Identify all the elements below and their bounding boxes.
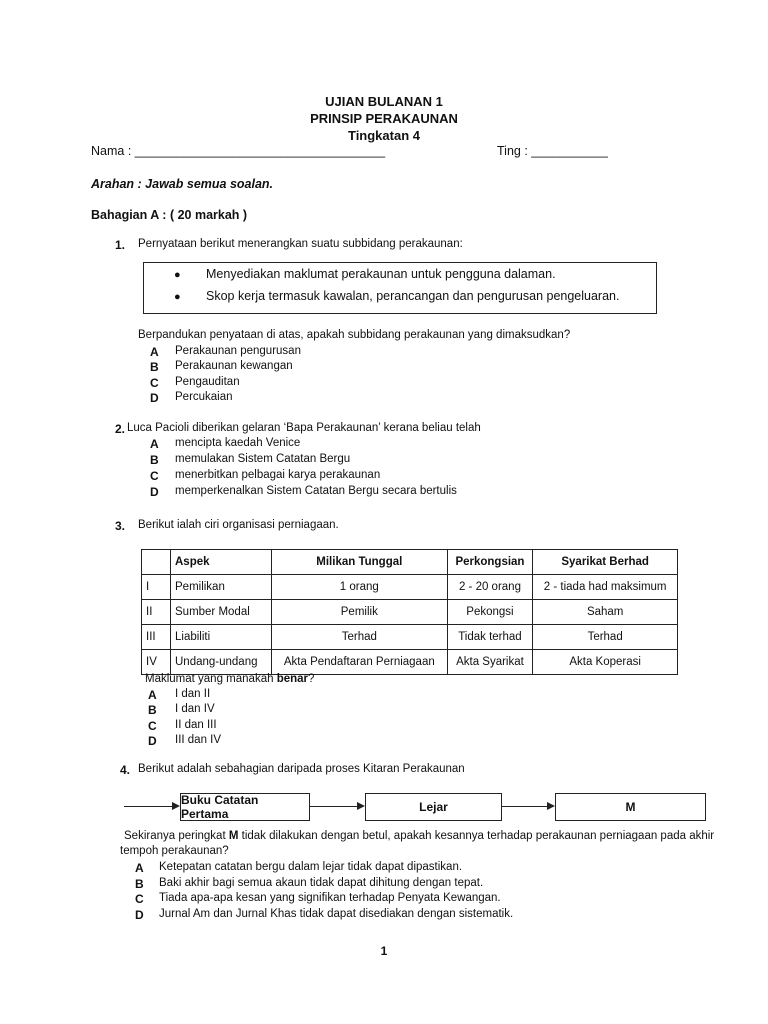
q2-option-b-letter: B (150, 453, 159, 467)
table-cell: II (142, 600, 171, 625)
table-row (142, 575, 678, 600)
nama-blank: ____________________________________ (134, 144, 386, 158)
q2-option-d-letter: D (150, 485, 159, 499)
ting-blank: ___________ (531, 144, 608, 158)
q3-option-a-letter: A (148, 688, 157, 702)
form-level: Tingkatan 4 (347, 128, 420, 143)
q3-option-a: I dan II (175, 688, 211, 700)
table-header: Perkongsian (447, 550, 533, 575)
table-cell: Akta Syarikat (447, 650, 533, 675)
table-row (142, 650, 678, 675)
section-heading: Bahagian A : ( 20 markah ) (91, 208, 248, 222)
q3-number: 3. (115, 519, 126, 533)
ting-field (497, 144, 608, 158)
q1-option-a: Perakaunan pengurusan (175, 345, 301, 357)
table-header: Syarikat Berhad (533, 550, 678, 575)
table-cell: Terhad (533, 625, 678, 650)
table-cell: Pemilikan (171, 575, 272, 600)
table-cell: Akta Pendaftaran Perniagaan (272, 650, 448, 675)
table-cell: Pekongsi (447, 600, 533, 625)
table-cell: Liabiliti (171, 625, 272, 650)
table-cell: Sumber Modal (171, 600, 272, 625)
table-cell: Undang-undang (171, 650, 272, 675)
q1-option-b-letter: B (150, 360, 159, 374)
table-cell: Tidak terhad (447, 625, 533, 650)
q4-question (124, 830, 714, 842)
table-cell: IV (142, 650, 171, 675)
q4-number: 4. (120, 763, 131, 777)
flow-box-lejar: Lejar (365, 793, 502, 821)
q3-question (145, 673, 314, 685)
q3-question-emphasis: benar (276, 673, 309, 685)
q3-option-c: II dan III (175, 719, 217, 731)
q1-bullet-2: Skop kerja termasuk kawalan, perancangan dan pengurusan pengeluaran. (206, 289, 620, 303)
q4-option-d-letter: D (135, 908, 144, 922)
q3-question-post: ? (308, 673, 315, 685)
q1-statement-box (143, 262, 657, 314)
q4-option-b: Baki akhir bagi semua akaun tidak dapat dihitung dengan tepat. (159, 877, 484, 889)
q4-question-pre: Sekiranya peringkat (124, 830, 229, 842)
business-organisation-table (141, 549, 678, 675)
table-header: Milikan Tunggal (272, 550, 448, 575)
flow-arrow-line (124, 806, 174, 807)
table-header: Aspek (171, 550, 272, 575)
q1-option-d-letter: D (150, 391, 159, 405)
bullet-icon: ● (174, 269, 181, 281)
flow-box-buku-catatan: Buku Catatan Pertama (180, 793, 310, 821)
q4-option-d: Jurnal Am dan Jurnal Khas tidak dapat disediakan dengan sistematik. (159, 908, 514, 920)
q4-option-c: Tiada apa-apa kesan yang signifikan terhadap Penyata Kewangan. (159, 892, 501, 904)
q2-option-a-letter: A (150, 437, 159, 451)
q4-text: Berikut adalah sebahagian daripada proses Kitaran Perakaunan (138, 763, 465, 775)
q3-option-b-letter: B (148, 703, 157, 717)
q1-text: Pernyataan berikut menerangkan suatu subbidang perakaunan: (138, 238, 463, 250)
ting-label: Ting : (497, 144, 528, 158)
table-cell: 2 - 20 orang (447, 575, 533, 600)
flow-arrow-line (310, 806, 357, 807)
page-number: 1 (380, 944, 388, 958)
q1-option-a-letter: A (150, 345, 159, 359)
table-cell: 1 orang (272, 575, 448, 600)
q1-bullet-1: Menyediakan maklumat perakaunan untuk pengguna dalaman. (206, 267, 556, 281)
table-header-row (142, 550, 678, 575)
table-cell: Pemilik (272, 600, 448, 625)
q3-text: Berikut ialah ciri organisasi perniagaan. (138, 519, 339, 531)
q1-option-c: Pengauditan (175, 376, 240, 388)
arrow-right-icon (172, 802, 180, 810)
table-cell: Saham (533, 600, 678, 625)
q2-option-a: mencipta kaedah Venice (175, 437, 301, 449)
q3-question-pre: Maklumat yang manakah (145, 673, 277, 685)
q3-option-b: I dan IV (175, 703, 215, 715)
arrow-right-icon (357, 802, 365, 810)
q3-option-d-letter: D (148, 734, 157, 748)
table-row (142, 600, 678, 625)
q3-option-d: III dan IV (175, 734, 222, 746)
table-cell: III (142, 625, 171, 650)
q3-option-c-letter: C (148, 719, 157, 733)
q1-question: Berpandukan penyataan di atas, apakah subbidang perakaunan yang dimaksudkan? (138, 329, 571, 341)
q4-question-emphasis: M (228, 830, 239, 842)
flow-arrow-line (502, 806, 547, 807)
q2-option-c: menerbitkan pelbagai karya perakaunan (175, 469, 381, 481)
q2-option-c-letter: C (150, 469, 159, 483)
arrow-right-icon (547, 802, 555, 810)
table-header (142, 550, 171, 575)
q1-option-c-letter: C (150, 376, 159, 390)
q2-option-b: memulakan Sistem Catatan Bergu (175, 453, 351, 465)
q2-number: 2. (115, 422, 126, 436)
q2-text: Luca Pacioli diberikan gelaran ‘Bapa Perakaunan’ kerana beliau telah (127, 422, 481, 434)
table-cell: 2 - tiada had maksimum (533, 575, 678, 600)
subject-title: PRINSIP PERAKAUNAN (310, 111, 458, 126)
q4-option-b-letter: B (135, 877, 144, 891)
table-row (142, 625, 678, 650)
instruction: Arahan : Jawab semua soalan. (91, 177, 274, 191)
bullet-icon: ● (174, 291, 181, 303)
q2-option-d: memperkenalkan Sistem Catatan Bergu secara bertulis (175, 485, 457, 497)
exam-title: UJIAN BULANAN 1 (325, 94, 443, 109)
table-cell: Terhad (272, 625, 448, 650)
q1-number: 1. (115, 238, 126, 252)
q4-question-post: tidak dilakukan dengan betul, apakah kesannya terhadap perakaunan perniagaan pada akhir (238, 830, 715, 842)
q1-option-d: Percukaian (175, 391, 233, 403)
q4-option-a-letter: A (135, 861, 144, 875)
q4-question-line2: tempoh perakaunan? (120, 845, 229, 857)
q1-option-b: Perakaunan kewangan (175, 360, 293, 372)
nama-field (91, 144, 385, 158)
table-cell: Akta Koperasi (533, 650, 678, 675)
table-cell: I (142, 575, 171, 600)
q4-option-a: Ketepatan catatan bergu dalam lejar tidak dapat dipastikan. (159, 861, 463, 873)
nama-label: Nama : (91, 144, 132, 158)
flow-box-m: M (555, 793, 706, 821)
q4-option-c-letter: C (135, 892, 144, 906)
